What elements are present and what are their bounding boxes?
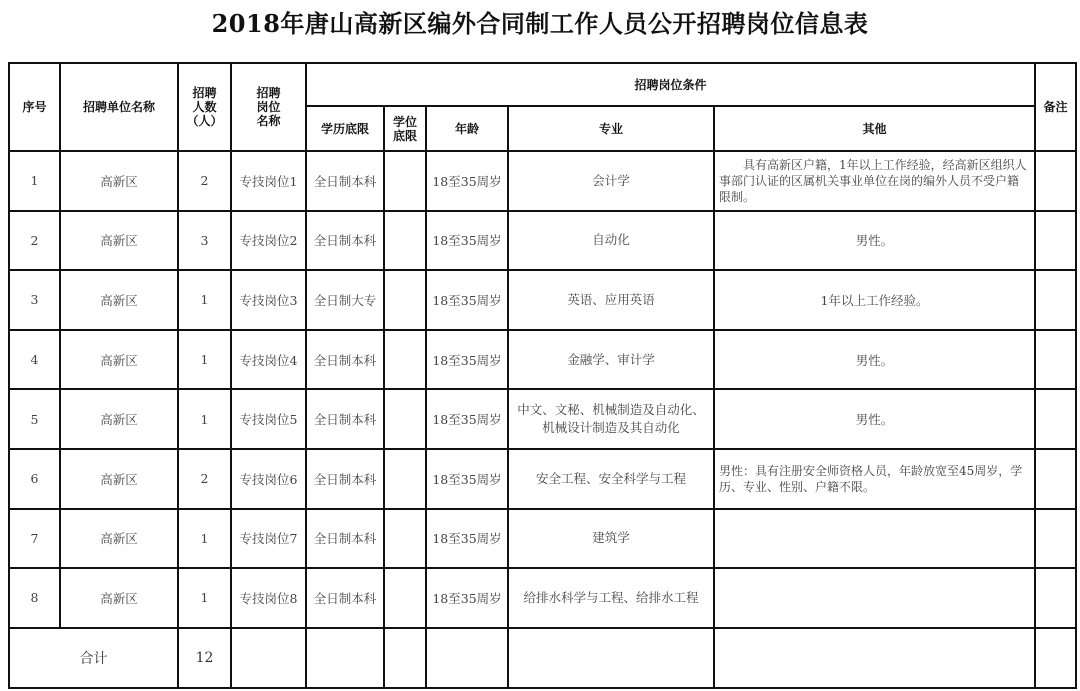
cell-unit: 高新区 [60, 389, 178, 449]
cell-degree [384, 211, 426, 271]
cell-major: 会计学 [508, 151, 714, 211]
cell-count: 2 [178, 151, 231, 211]
header-major: 专业 [508, 106, 714, 151]
cell-age: 18至35周岁 [426, 449, 508, 509]
cell-degree [384, 151, 426, 211]
cell-seq: 3 [9, 270, 60, 330]
cell-education: 全日制本科 [306, 151, 384, 211]
cell-major: 建筑学 [508, 509, 714, 569]
cell-count: 1 [178, 330, 231, 390]
header-post: 招聘 岗位 名称 [231, 63, 306, 151]
total-row [9, 628, 1076, 688]
cell-unit: 高新区 [60, 211, 178, 271]
cell-age: 18至35周岁 [426, 568, 508, 628]
cell-major: 安全工程、安全科学与工程 [508, 449, 714, 509]
cell-other: 男性。 [714, 330, 1035, 390]
cell-degree [384, 449, 426, 509]
cell-other [714, 509, 1035, 569]
cell-seq: 1 [9, 151, 60, 211]
header-seq: 序号 [9, 63, 60, 151]
total-label: 合计 [9, 628, 178, 688]
cell-seq: 7 [9, 509, 60, 569]
cell-degree [384, 270, 426, 330]
cell-post: 专技岗位8 [231, 568, 306, 628]
cell-age: 18至35周岁 [426, 270, 508, 330]
table-row [9, 449, 1076, 509]
cell-post: 专技岗位7 [231, 509, 306, 569]
cell-age: 18至35周岁 [426, 330, 508, 390]
cell-post: 专技岗位6 [231, 449, 306, 509]
cell-remark [1035, 449, 1076, 509]
cell-major: 金融学、审计学 [508, 330, 714, 390]
cell-education: 全日制本科 [306, 509, 384, 569]
empty-cell [384, 628, 426, 688]
cell-other: 男性：具有注册安全师资格人员，年龄放宽至45周岁，学历、专业、性别、户籍不限。 [714, 449, 1035, 509]
table-row [9, 270, 1076, 330]
empty-cell [1035, 628, 1076, 688]
cell-remark [1035, 151, 1076, 211]
cell-post: 专技岗位5 [231, 389, 306, 449]
cell-remark [1035, 270, 1076, 330]
cell-count: 2 [178, 449, 231, 509]
cell-degree [384, 568, 426, 628]
cell-remark [1035, 509, 1076, 569]
empty-cell [231, 628, 306, 688]
table-row [9, 568, 1076, 628]
cell-unit: 高新区 [60, 449, 178, 509]
cell-education: 全日制本科 [306, 211, 384, 271]
cell-count: 1 [178, 509, 231, 569]
cell-seq: 4 [9, 330, 60, 390]
cell-education: 全日制本科 [306, 449, 384, 509]
cell-unit: 高新区 [60, 151, 178, 211]
cell-degree [384, 509, 426, 569]
cell-age: 18至35周岁 [426, 151, 508, 211]
empty-cell [714, 628, 1035, 688]
cell-post: 专技岗位2 [231, 211, 306, 271]
header-other: 其他 [714, 106, 1035, 151]
cell-other: 男性。 [714, 389, 1035, 449]
cell-major: 中文、文秘、机械制造及自动化、机械设计制造及其自动化 [508, 389, 714, 449]
cell-remark [1035, 568, 1076, 628]
cell-education: 全日制本科 [306, 389, 384, 449]
header-unit: 招聘单位名称 [60, 63, 178, 151]
cell-major: 自动化 [508, 211, 714, 271]
cell-remark [1035, 389, 1076, 449]
cell-age: 18至35周岁 [426, 389, 508, 449]
header-count: 招聘 人数 （人） [178, 63, 231, 151]
cell-count: 3 [178, 211, 231, 271]
cell-count: 1 [178, 389, 231, 449]
cell-seq: 2 [9, 211, 60, 271]
cell-post: 专技岗位3 [231, 270, 306, 330]
empty-cell [508, 628, 714, 688]
table-row [9, 330, 1076, 390]
cell-education: 全日制本科 [306, 568, 384, 628]
cell-other: 1年以上工作经验。 [714, 270, 1035, 330]
header-education: 学历底限 [306, 106, 384, 151]
table-row [9, 211, 1076, 271]
table-row [9, 389, 1076, 449]
cell-unit: 高新区 [60, 330, 178, 390]
table-row [9, 509, 1076, 569]
header-conditions: 招聘岗位条件 [306, 63, 1035, 106]
cell-age: 18至35周岁 [426, 211, 508, 271]
page-title: 2018年唐山高新区编外合同制工作人员公开招聘岗位信息表 [211, 9, 869, 38]
cell-other: 男性。 [714, 211, 1035, 271]
cell-count: 1 [178, 270, 231, 330]
header-degree: 学位 底限 [384, 106, 426, 151]
empty-cell [426, 628, 508, 688]
cell-unit: 高新区 [60, 509, 178, 569]
header-age: 年龄 [426, 106, 508, 151]
cell-major: 英语、应用英语 [508, 270, 714, 330]
cell-unit: 高新区 [60, 270, 178, 330]
cell-major: 给排水科学与工程、给排水工程 [508, 568, 714, 628]
cell-age: 18至35周岁 [426, 509, 508, 569]
cell-post: 专技岗位4 [231, 330, 306, 390]
table-row [9, 151, 1076, 211]
recruitment-table [8, 62, 1077, 689]
cell-remark [1035, 330, 1076, 390]
cell-education: 全日制大专 [306, 270, 384, 330]
cell-unit: 高新区 [60, 568, 178, 628]
cell-seq: 5 [9, 389, 60, 449]
header-remark: 备注 [1035, 63, 1076, 151]
cell-education: 全日制本科 [306, 330, 384, 390]
cell-seq: 6 [9, 449, 60, 509]
cell-degree [384, 330, 426, 390]
cell-other [714, 568, 1035, 628]
cell-degree [384, 389, 426, 449]
cell-count: 1 [178, 568, 231, 628]
cell-other: 具有高新区户籍，1年以上工作经验，经高新区组织人事部门认证的区属机关事业单位在岗的编外人员不受户籍限制。 [714, 151, 1035, 211]
empty-cell [306, 628, 384, 688]
total-count: 12 [178, 628, 231, 688]
cell-remark [1035, 211, 1076, 271]
cell-seq: 8 [9, 568, 60, 628]
cell-post: 专技岗位1 [231, 151, 306, 211]
